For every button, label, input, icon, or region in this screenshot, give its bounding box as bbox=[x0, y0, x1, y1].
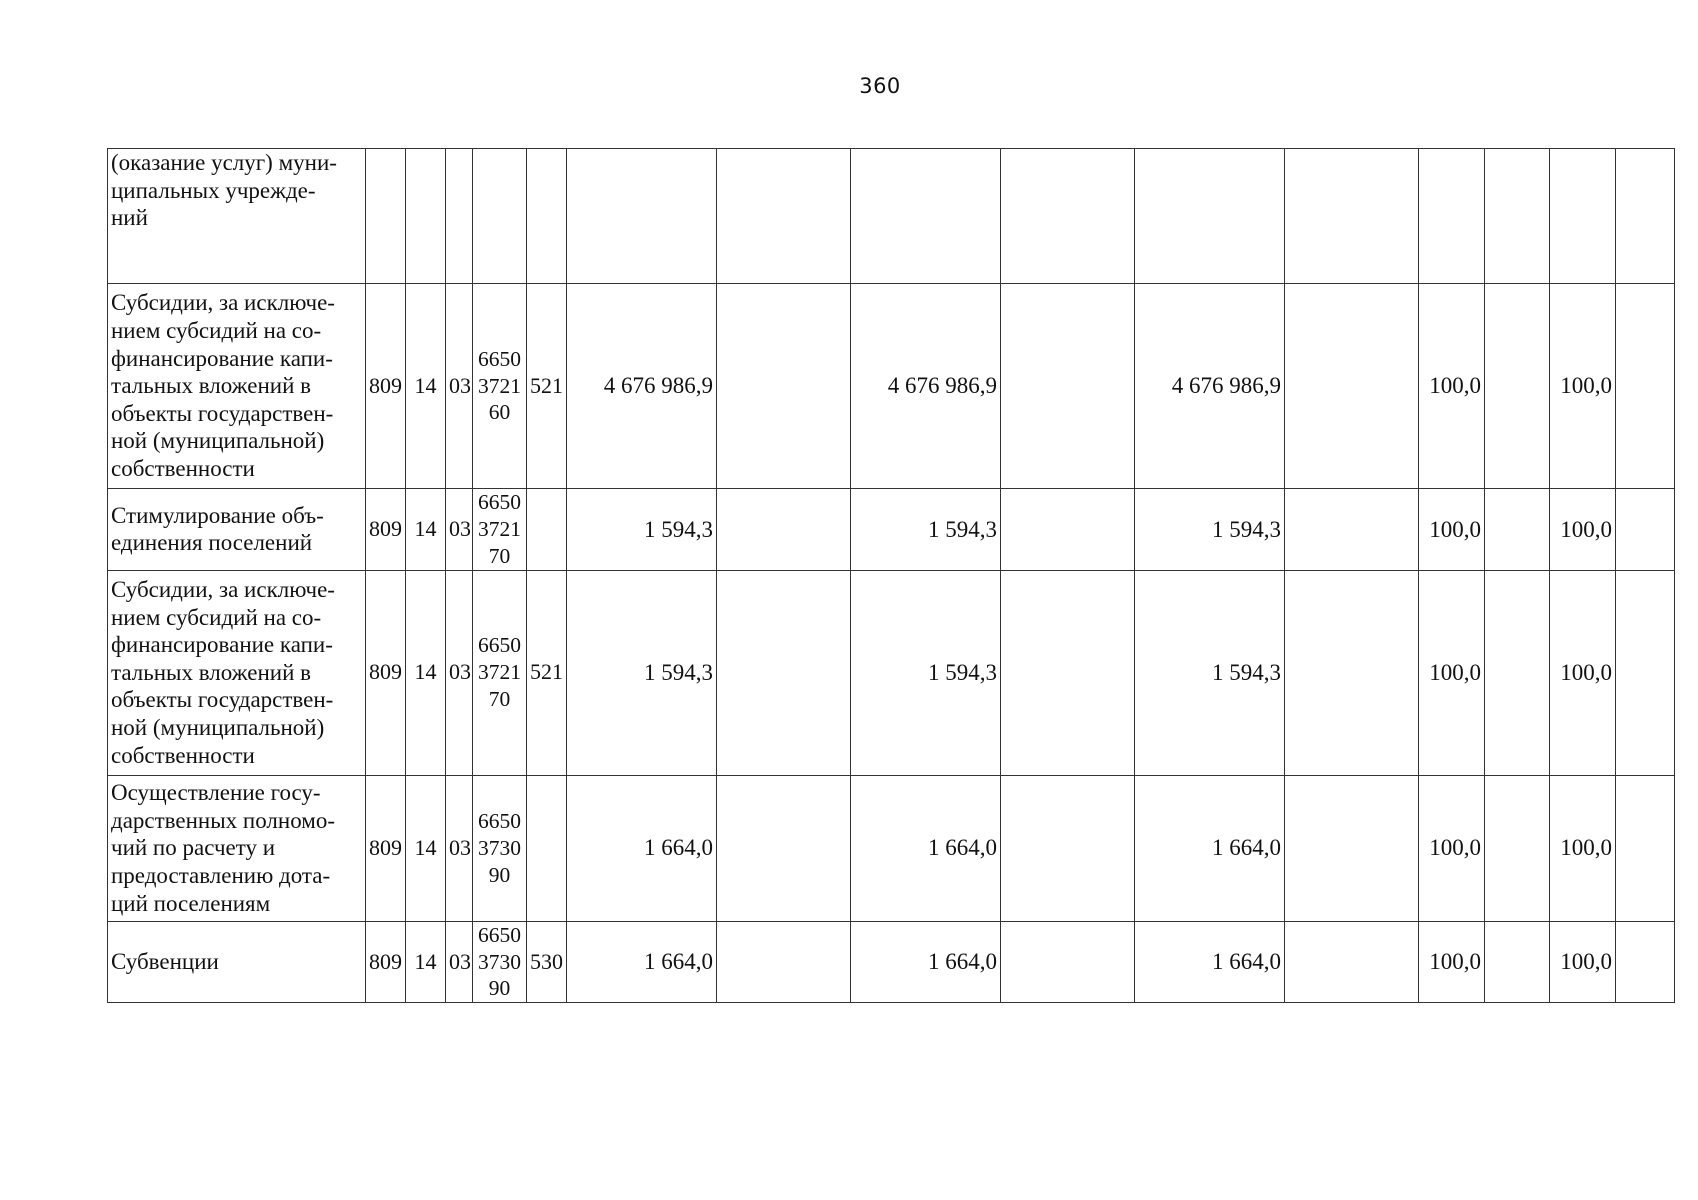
table-row bbox=[108, 921, 1675, 1003]
value-cell: 1 664,0 bbox=[851, 775, 1001, 921]
vr-cell: 530 bbox=[527, 921, 567, 1003]
grbs-cell: 809 bbox=[366, 284, 406, 489]
vr-cell bbox=[527, 149, 567, 284]
csr-cell bbox=[473, 149, 527, 284]
percent-cell: 100,0 bbox=[1419, 570, 1485, 775]
vr-cell bbox=[527, 489, 567, 571]
percent-cell: 100,0 bbox=[1419, 489, 1485, 571]
row-name: Субсидии, за исключе- нием субсидий на со- финансирование капи- тальных вложений в объекты государствен- ной (муниципальной) собственности bbox=[108, 570, 366, 775]
percent-cell bbox=[1485, 284, 1550, 489]
pr-cell: 03 bbox=[446, 921, 473, 1003]
value-cell bbox=[1135, 149, 1285, 284]
percent-cell bbox=[1616, 921, 1675, 1003]
grbs-cell: 809 bbox=[366, 489, 406, 571]
page-number: 360 bbox=[859, 74, 901, 98]
row-name: Субсидии, за исключе- нием субсидий на со- финансирование капи- тальных вложений в объекты государствен- ной (муниципальной) собственности bbox=[108, 284, 366, 489]
value-cell bbox=[1285, 149, 1419, 284]
percent-cell bbox=[1616, 489, 1675, 571]
value-cell: 1 664,0 bbox=[851, 921, 1001, 1003]
value-cell bbox=[1001, 284, 1135, 489]
value-cell bbox=[717, 570, 851, 775]
value-cell: 1 594,3 bbox=[567, 489, 717, 571]
percent-cell bbox=[1616, 570, 1675, 775]
value-cell bbox=[1285, 284, 1419, 489]
value-cell: 1 594,3 bbox=[1135, 570, 1285, 775]
pr-cell: 03 bbox=[446, 570, 473, 775]
value-cell: 1 594,3 bbox=[851, 570, 1001, 775]
pr-cell: 03 bbox=[446, 489, 473, 571]
value-cell: 1 594,3 bbox=[851, 489, 1001, 571]
grbs-cell bbox=[366, 149, 406, 284]
table-row bbox=[108, 149, 1675, 284]
table-row bbox=[108, 284, 1675, 489]
percent-cell bbox=[1485, 775, 1550, 921]
value-cell bbox=[851, 149, 1001, 284]
value-cell bbox=[1001, 775, 1135, 921]
pr-cell bbox=[446, 149, 473, 284]
vr-cell: 521 bbox=[527, 284, 567, 489]
value-cell bbox=[1285, 489, 1419, 571]
value-cell bbox=[567, 149, 717, 284]
value-cell: 1 664,0 bbox=[567, 775, 717, 921]
percent-cell bbox=[1485, 921, 1550, 1003]
grbs-cell: 809 bbox=[366, 921, 406, 1003]
csr-cell: 6650 3730 90 bbox=[473, 775, 527, 921]
table-row bbox=[108, 489, 1675, 571]
value-cell: 1 594,3 bbox=[1135, 489, 1285, 571]
value-cell bbox=[1001, 489, 1135, 571]
grbs-cell: 809 bbox=[366, 570, 406, 775]
csr-cell: 6650 3730 90 bbox=[473, 921, 527, 1003]
percent-cell: 100,0 bbox=[1419, 284, 1485, 489]
value-cell: 1 664,0 bbox=[1135, 921, 1285, 1003]
percent-cell: 100,0 bbox=[1419, 775, 1485, 921]
value-cell: 1 594,3 bbox=[567, 570, 717, 775]
percent-cell bbox=[1550, 149, 1616, 284]
value-cell: 4 676 986,9 bbox=[1135, 284, 1285, 489]
value-cell bbox=[717, 284, 851, 489]
value-cell: 1 664,0 bbox=[567, 921, 717, 1003]
percent-cell: 100,0 bbox=[1550, 570, 1616, 775]
rz-cell: 14 bbox=[406, 570, 446, 775]
value-cell bbox=[1001, 921, 1135, 1003]
percent-cell bbox=[1419, 149, 1485, 284]
row-name: (оказание услуг) муни- ципальных учрежде- ний bbox=[108, 149, 366, 284]
percent-cell: 100,0 bbox=[1550, 921, 1616, 1003]
pr-cell: 03 bbox=[446, 775, 473, 921]
grbs-cell: 809 bbox=[366, 775, 406, 921]
value-cell bbox=[717, 489, 851, 571]
value-cell: 4 676 986,9 bbox=[567, 284, 717, 489]
value-cell bbox=[1001, 149, 1135, 284]
value-cell: 4 676 986,9 bbox=[851, 284, 1001, 489]
row-name: Осуществление госу- дарственных полномо- чий по расчету и предоставлению дота- ций поселениям bbox=[108, 775, 366, 921]
rz-cell: 14 bbox=[406, 921, 446, 1003]
value-cell bbox=[1285, 775, 1419, 921]
percent-cell: 100,0 bbox=[1550, 489, 1616, 571]
value-cell bbox=[1285, 570, 1419, 775]
value-cell: 1 664,0 bbox=[1135, 775, 1285, 921]
value-cell bbox=[1001, 570, 1135, 775]
table-row bbox=[108, 775, 1675, 921]
rz-cell bbox=[406, 149, 446, 284]
value-cell bbox=[1285, 921, 1419, 1003]
percent-cell bbox=[1616, 149, 1675, 284]
budget-table bbox=[107, 148, 1675, 1003]
value-cell bbox=[717, 149, 851, 284]
pr-cell: 03 bbox=[446, 284, 473, 489]
percent-cell bbox=[1616, 284, 1675, 489]
rz-cell: 14 bbox=[406, 775, 446, 921]
percent-cell bbox=[1485, 149, 1550, 284]
percent-cell: 100,0 bbox=[1550, 775, 1616, 921]
rz-cell: 14 bbox=[406, 489, 446, 571]
percent-cell: 100,0 bbox=[1419, 921, 1485, 1003]
value-cell bbox=[717, 921, 851, 1003]
percent-cell bbox=[1485, 489, 1550, 571]
row-name: Субвенции bbox=[108, 921, 366, 1003]
csr-cell: 6650 3721 70 bbox=[473, 570, 527, 775]
rz-cell: 14 bbox=[406, 284, 446, 489]
vr-cell bbox=[527, 775, 567, 921]
csr-cell: 6650 3721 60 bbox=[473, 284, 527, 489]
percent-cell bbox=[1485, 570, 1550, 775]
table-row bbox=[108, 570, 1675, 775]
csr-cell: 6650 3721 70 bbox=[473, 489, 527, 571]
percent-cell: 100,0 bbox=[1550, 284, 1616, 489]
percent-cell bbox=[1616, 775, 1675, 921]
value-cell bbox=[717, 775, 851, 921]
vr-cell: 521 bbox=[527, 570, 567, 775]
row-name: Стимулирование объ- единения поселений bbox=[108, 489, 366, 571]
